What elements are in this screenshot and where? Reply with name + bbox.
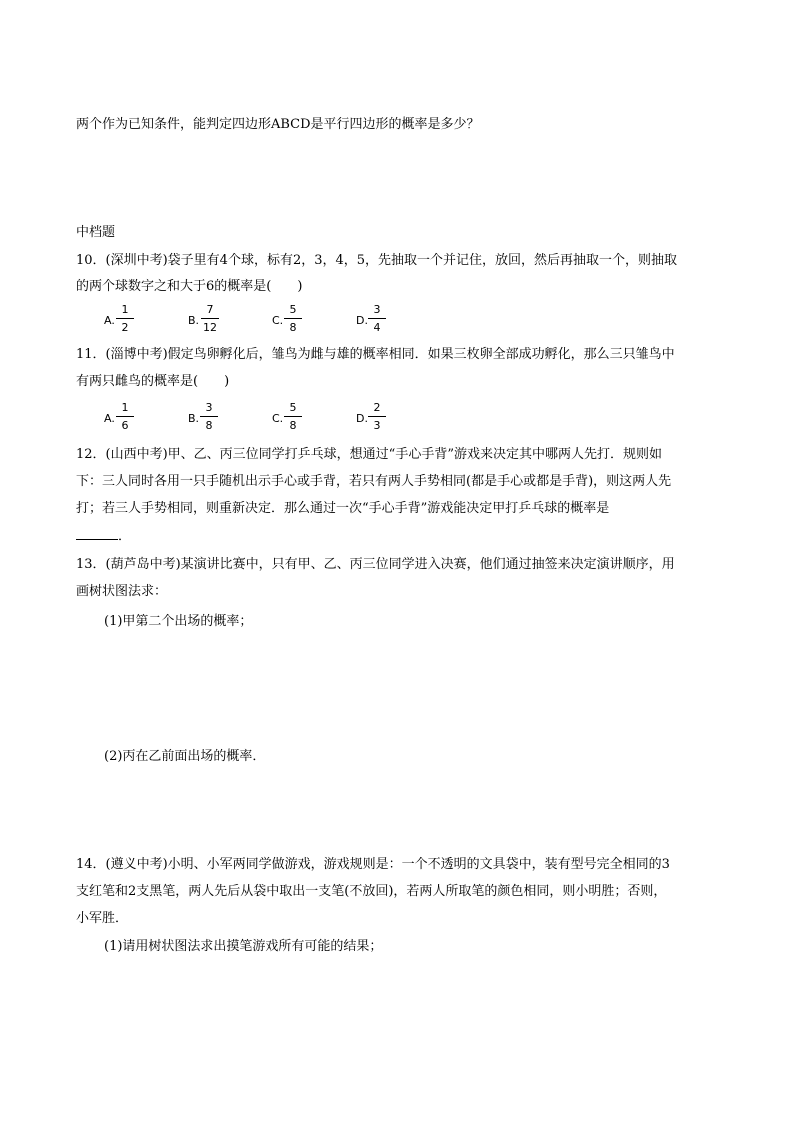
- q13-subquestion-2: (2)丙在乙前面出场的概率．: [104, 749, 266, 764]
- option-fraction: [368, 302, 386, 335]
- q14-stem-line-1: 14．(遵义中考)小明、小军两同学做游戏，游戏规则是：一个不透明的文具袋中，装有型号完全相同的3: [76, 857, 670, 872]
- option-letter: D.: [356, 314, 368, 327]
- q11-stem-line-2: 有两只雌鸟的概率是( ): [76, 374, 230, 389]
- q10-stem-line-2: 的两个球数字之和大于6的概率是( ): [76, 279, 303, 294]
- section-title: 中档题: [76, 225, 116, 240]
- fraction-numerator: 5: [289, 303, 297, 316]
- fraction-bar: [201, 318, 219, 319]
- q12-stem-line-2: 下：三人同时各用一只手随机出示手心或手背，若只有两人手势相同(都是手心或都是手背)，则这两人先: [76, 474, 672, 489]
- fraction-denominator: 8: [289, 321, 297, 334]
- fraction-denominator: 4: [373, 321, 381, 334]
- fraction-numerator: 1: [121, 401, 129, 414]
- fraction-denominator: 3: [373, 419, 381, 432]
- option-letter: D.: [356, 412, 368, 425]
- q10-stem-line-1: 10．(深圳中考)袋子里有4个球，标有2，3，4，5，先抽取一个并记住，放回，然后再抽取一个，则抽取: [76, 253, 678, 268]
- answer-blank[interactable]: [76, 527, 118, 540]
- option-letter: B.: [188, 314, 200, 327]
- fraction-bar: [368, 318, 386, 319]
- fraction-denominator: 12: [203, 321, 217, 334]
- fraction-bar: [116, 318, 134, 319]
- fraction-bar: [368, 416, 386, 417]
- q12-stem-line-3: 打；若三人手势相同，则重新决定．那么通过一次“手心手背”游戏能决定甲打乒乓球的概率是: [76, 501, 610, 516]
- option-letter: C.: [272, 412, 284, 425]
- option-fraction: [116, 400, 134, 433]
- option-fraction: [284, 400, 302, 433]
- q14-stem-line-2: 支红笔和2支黑笔，两人先后从袋中取出一支笔(不放回)，若两人所取笔的颜色相同，则小明胜；否则，: [76, 884, 667, 899]
- fraction-bar: [284, 416, 302, 417]
- q14-stem-line-3: 小军胜．: [76, 911, 129, 926]
- fraction-denominator: 6: [121, 419, 129, 432]
- fraction-bar: [284, 318, 302, 319]
- intro-question-line: 两个作为已知条件，能判定四边形ABCD是平行四边形的概率是多少？: [76, 117, 480, 132]
- q13-stem-line-1: 13．(葫芦岛中考)某演讲比赛中，只有甲、乙、丙三位同学进入决赛，他们通过抽签来决定演讲顺序，用: [76, 557, 675, 572]
- fraction-denominator: 8: [205, 419, 213, 432]
- option-letter: A.: [104, 314, 115, 327]
- fraction-numerator: 3: [373, 303, 381, 316]
- fraction-denominator: 2: [121, 321, 129, 334]
- q11-options: [104, 400, 504, 440]
- option-letter: C.: [272, 314, 284, 327]
- option-letter: B.: [188, 412, 200, 425]
- fraction-numerator: 3: [205, 401, 213, 414]
- q13-stem-line-2: 画树状图法求：: [76, 584, 168, 599]
- option-fraction: [201, 302, 219, 335]
- fraction-numerator: 5: [289, 401, 297, 414]
- q14-subquestion-1: (1)请用树状图法求出摸笔游戏所有可能的结果；: [104, 939, 383, 954]
- q12-stem-line-1: 12．(山西中考)甲、乙、丙三位同学打乒乓球，想通过“手心手背”游戏来决定其中哪两人先打．规则如: [76, 447, 662, 462]
- q12-answer-period: ．: [118, 529, 132, 544]
- q10-options: [104, 302, 504, 342]
- option-fraction: [200, 400, 218, 433]
- q12-answer-line: [76, 527, 131, 546]
- fraction-denominator: 8: [289, 419, 297, 432]
- fraction-bar: [116, 416, 134, 417]
- q11-stem-line-1: 11．(淄博中考)假定鸟卵孵化后，雏鸟为雌与雄的概率相同．如果三枚卵全部成功孵化，那么三只雏鸟中: [76, 347, 675, 362]
- fraction-bar: [200, 416, 218, 417]
- option-fraction: [368, 400, 386, 433]
- q13-subquestion-1: (1)甲第二个出场的概率；: [104, 614, 253, 629]
- fraction-numerator: 1: [121, 303, 129, 316]
- option-fraction: [116, 302, 134, 335]
- option-fraction: [284, 302, 302, 335]
- fraction-numerator: 2: [373, 401, 381, 414]
- fraction-numerator: 7: [206, 303, 214, 316]
- option-letter: A.: [104, 412, 115, 425]
